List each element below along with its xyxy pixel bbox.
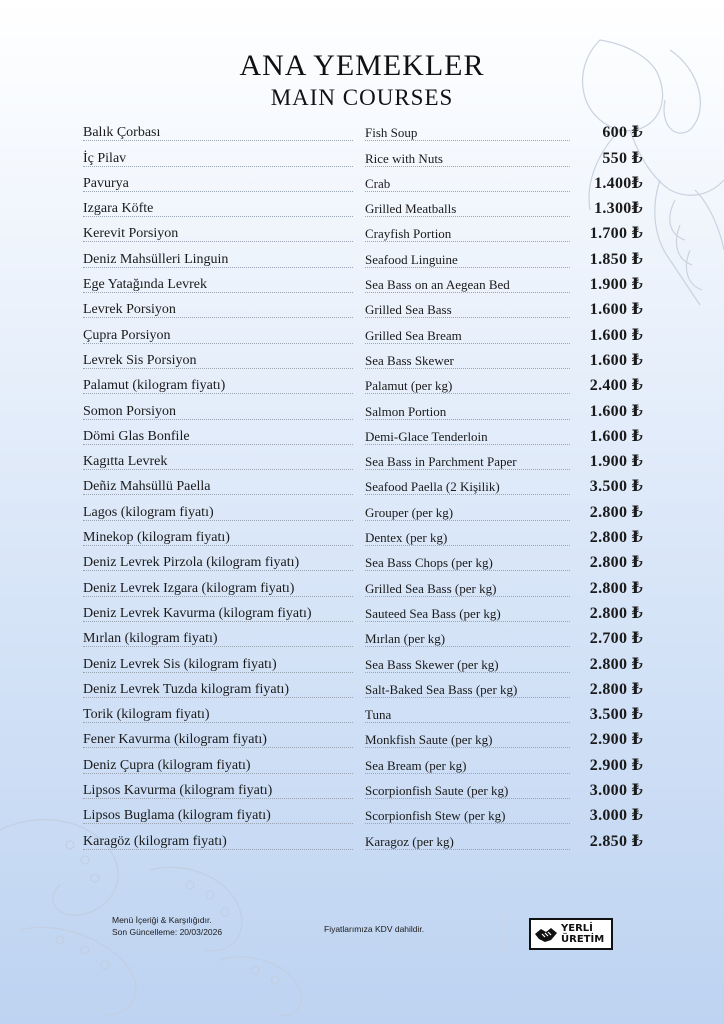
badge-line2: ÜRETİM xyxy=(561,934,605,945)
dish-name-turkish: Çupra Porsiyon xyxy=(83,327,171,343)
badge-line1: YERLİ xyxy=(561,923,593,934)
dish-name-english: Grilled Sea Bass (per kg) xyxy=(365,580,497,596)
dot-leader xyxy=(365,191,570,192)
dish-name-turkish: Somon Porsiyon xyxy=(83,403,176,419)
dish-name-turkish: Izgara Köfte xyxy=(83,201,154,217)
menu-item-row xyxy=(83,120,643,145)
menu-item-row xyxy=(83,499,643,524)
menu-item-row xyxy=(83,601,643,626)
menu-item-row xyxy=(83,171,643,196)
dish-name-english: Sea Bass Skewer (per kg) xyxy=(365,656,499,672)
footer-vat-note: Fiyatlarımıza KDV dahildir. xyxy=(324,924,425,934)
menu-item-row xyxy=(83,727,643,752)
menu-item-row xyxy=(83,474,643,499)
dish-name-english: Sea Bass Chops (per kg) xyxy=(365,555,493,571)
menu-header xyxy=(0,50,724,112)
dish-name-turkish: İç Pilav xyxy=(83,150,127,166)
dish-name-turkish: Karagöz (kilogram fiyatı) xyxy=(83,833,227,849)
title-turkish: ANA YEMEKLER xyxy=(239,49,485,82)
menu-item-row xyxy=(83,221,643,246)
dish-name-turkish: Kagıtta Levrek xyxy=(83,454,168,470)
dish-price: 2.700 ₺ xyxy=(589,630,643,648)
footer-divider xyxy=(257,914,258,952)
dish-name-turkish: Ege Yatağında Levrek xyxy=(83,277,208,293)
dish-price: 3.500 ₺ xyxy=(589,706,643,724)
footer xyxy=(0,912,724,962)
menu-list xyxy=(83,120,643,854)
menu-item-row xyxy=(83,778,643,803)
dish-name-turkish: Kerevit Porsiyon xyxy=(83,226,179,242)
dish-name-english: Salt-Baked Sea Bass (per kg) xyxy=(365,681,518,697)
dish-name-english: Seafood Paella (2 Kişilik) xyxy=(365,479,500,495)
dish-name-english: Sauteed Sea Bass (per kg) xyxy=(365,605,501,621)
menu-item-row xyxy=(83,196,643,221)
dish-price: 1.600 ₺ xyxy=(589,427,643,445)
dish-price: 2.800 ₺ xyxy=(589,680,643,698)
footer-note-content: Menü İçeriği & Karşılığıdır. xyxy=(112,915,212,925)
dish-name-english: Grilled Sea Bass xyxy=(365,302,452,318)
dish-name-turkish: Deniz Levrek Tuzda kilogram fiyatı) xyxy=(83,681,290,697)
menu-item-row xyxy=(83,424,643,449)
menu-item-row xyxy=(83,550,643,575)
dish-name-english: Rice with Nuts xyxy=(365,150,443,166)
dish-name-turkish: Balık Çorbası xyxy=(83,125,161,141)
dish-name-english: Crayfish Portion xyxy=(365,226,452,242)
dish-name-turkish: Deniz Çupra (kilogram fiyatı) xyxy=(83,757,251,773)
dish-name-turkish: Levrek Sis Porsiyon xyxy=(83,352,197,368)
dish-name-english: Dentex (per kg) xyxy=(365,530,448,546)
handshake-icon xyxy=(533,920,559,948)
dish-name-turkish: Levrek Porsiyon xyxy=(83,302,176,318)
dish-name-english: Demi-Glace Tenderloin xyxy=(365,428,488,444)
dish-name-turkish: Mırlan (kilogram fiyatı) xyxy=(83,631,218,647)
dish-price: 3.000 ₺ xyxy=(589,807,643,825)
dish-name-turkish: Deñiz Mahsüllü Paella xyxy=(83,479,211,495)
dish-name-english: Monkfish Saute (per kg) xyxy=(365,732,493,748)
menu-item-row xyxy=(83,398,643,423)
dish-price: 2.800 ₺ xyxy=(589,579,643,597)
menu-item-row xyxy=(83,322,643,347)
dish-name-english: Sea Bream (per kg) xyxy=(365,757,467,773)
dish-price: 2.800 ₺ xyxy=(589,604,643,622)
dish-name-turkish: Deniz Levrek Izgara (kilogram fiyatı) xyxy=(83,580,295,596)
dish-name-english: Palamut (per kg) xyxy=(365,378,453,394)
menu-item-row xyxy=(83,145,643,170)
dish-name-english: Mırlan (per kg) xyxy=(365,631,446,647)
dish-name-turkish: Minekop (kilogram fiyatı) xyxy=(83,530,230,546)
menu-item-row xyxy=(83,752,643,777)
dish-price: 1.600 ₺ xyxy=(589,326,643,344)
menu-item-row xyxy=(83,651,643,676)
dish-name-turkish: Palamut (kilogram fiyatı) xyxy=(83,378,226,394)
dish-name-english: Grilled Sea Bream xyxy=(365,327,462,343)
yerli-uretim-badge xyxy=(529,918,613,950)
dish-price: 1.300₺ xyxy=(594,200,643,218)
dish-name-english: Salmon Portion xyxy=(365,403,447,419)
menu-item-row xyxy=(83,828,643,853)
menu-item-row xyxy=(83,246,643,271)
menu-item-row xyxy=(83,373,643,398)
dish-price: 1.600 ₺ xyxy=(589,301,643,319)
dish-price: 1.900 ₺ xyxy=(589,453,643,471)
footer-last-updated: Son Güncelleme: 20/03/2026 xyxy=(112,927,223,937)
dish-name-turkish: Dömi Glas Bonfile xyxy=(83,428,190,444)
dish-name-turkish: Pavurya xyxy=(83,175,129,191)
footer-divider xyxy=(504,914,505,952)
menu-item-row xyxy=(83,575,643,600)
dish-price: 2.800 ₺ xyxy=(589,655,643,673)
dish-price: 1.850 ₺ xyxy=(589,250,643,268)
badge-text xyxy=(561,923,604,945)
dish-price: 1.700 ₺ xyxy=(589,225,643,243)
menu-item-row xyxy=(83,702,643,727)
dish-price: 550 ₺ xyxy=(602,149,643,167)
dish-name-turkish: Lipsos Buglama (kilogram fiyatı) xyxy=(83,808,271,824)
dish-name-english: Sea Bass Skewer xyxy=(365,352,454,368)
menu-item-row xyxy=(83,272,643,297)
dish-price: 2.850 ₺ xyxy=(589,832,643,850)
title-english: MAIN COURSES xyxy=(270,85,454,110)
dish-name-turkish: Deniz Levrek Kavurma (kilogram fiyatı) xyxy=(83,605,312,621)
dish-name-english: Crab xyxy=(365,175,391,191)
dish-price: 2.900 ₺ xyxy=(589,756,643,774)
menu-item-row xyxy=(83,525,643,550)
dish-name-english: Tuna xyxy=(365,707,392,723)
dish-price: 2.800 ₺ xyxy=(589,503,643,521)
dish-price: 1.400₺ xyxy=(594,174,643,192)
menu-item-row xyxy=(83,348,643,373)
dish-name-english: Sea Bass on an Aegean Bed xyxy=(365,277,510,293)
dish-name-turkish: Deniz Levrek Pirzola (kilogram fiyatı) xyxy=(83,555,300,571)
dish-price: 2.800 ₺ xyxy=(589,554,643,572)
dish-name-turkish: Deniz Levrek Sis (kilogram fiyatı) xyxy=(83,656,277,672)
dish-name-english: Grouper (per kg) xyxy=(365,504,454,520)
dish-name-english: Karagoz (per kg) xyxy=(365,833,454,849)
dish-price: 2.900 ₺ xyxy=(589,731,643,749)
dish-price: 3.000 ₺ xyxy=(589,782,643,800)
dish-name-turkish: Fener Kavurma (kilogram fiyatı) xyxy=(83,732,267,748)
menu-item-row xyxy=(83,803,643,828)
dot-leader xyxy=(365,722,570,723)
dish-name-turkish: Torik (kilogram fiyatı) xyxy=(83,707,210,723)
dish-name-english: Sea Bass in Parchment Paper xyxy=(365,454,517,470)
menu-item-row xyxy=(83,297,643,322)
dish-price: 1.900 ₺ xyxy=(589,276,643,294)
menu-item-row xyxy=(83,626,643,651)
dish-price: 2.400 ₺ xyxy=(589,377,643,395)
dish-name-turkish: Lagos (kilogram fiyatı) xyxy=(83,504,214,520)
dish-price: 2.800 ₺ xyxy=(589,529,643,547)
menu-item-row xyxy=(83,677,643,702)
dish-name-turkish: Lipsos Kavurma (kilogram fiyatı) xyxy=(83,783,273,799)
menu-item-row xyxy=(83,449,643,474)
dish-name-english: Scorpionfish Saute (per kg) xyxy=(365,783,509,799)
dish-name-english: Fish Soup xyxy=(365,125,418,141)
dish-price: 3.500 ₺ xyxy=(589,478,643,496)
dish-price: 1.600 ₺ xyxy=(589,402,643,420)
dish-price: 1.600 ₺ xyxy=(589,351,643,369)
dish-name-english: Seafood Linguine xyxy=(365,251,458,267)
footer-notes xyxy=(112,914,222,938)
dish-name-english: Grilled Meatballs xyxy=(365,201,457,217)
dish-name-english: Scorpionfish Stew (per kg) xyxy=(365,808,506,824)
dish-price: 600 ₺ xyxy=(602,124,643,142)
dish-name-turkish: Deniz Mahsülleri Linguin xyxy=(83,251,229,267)
